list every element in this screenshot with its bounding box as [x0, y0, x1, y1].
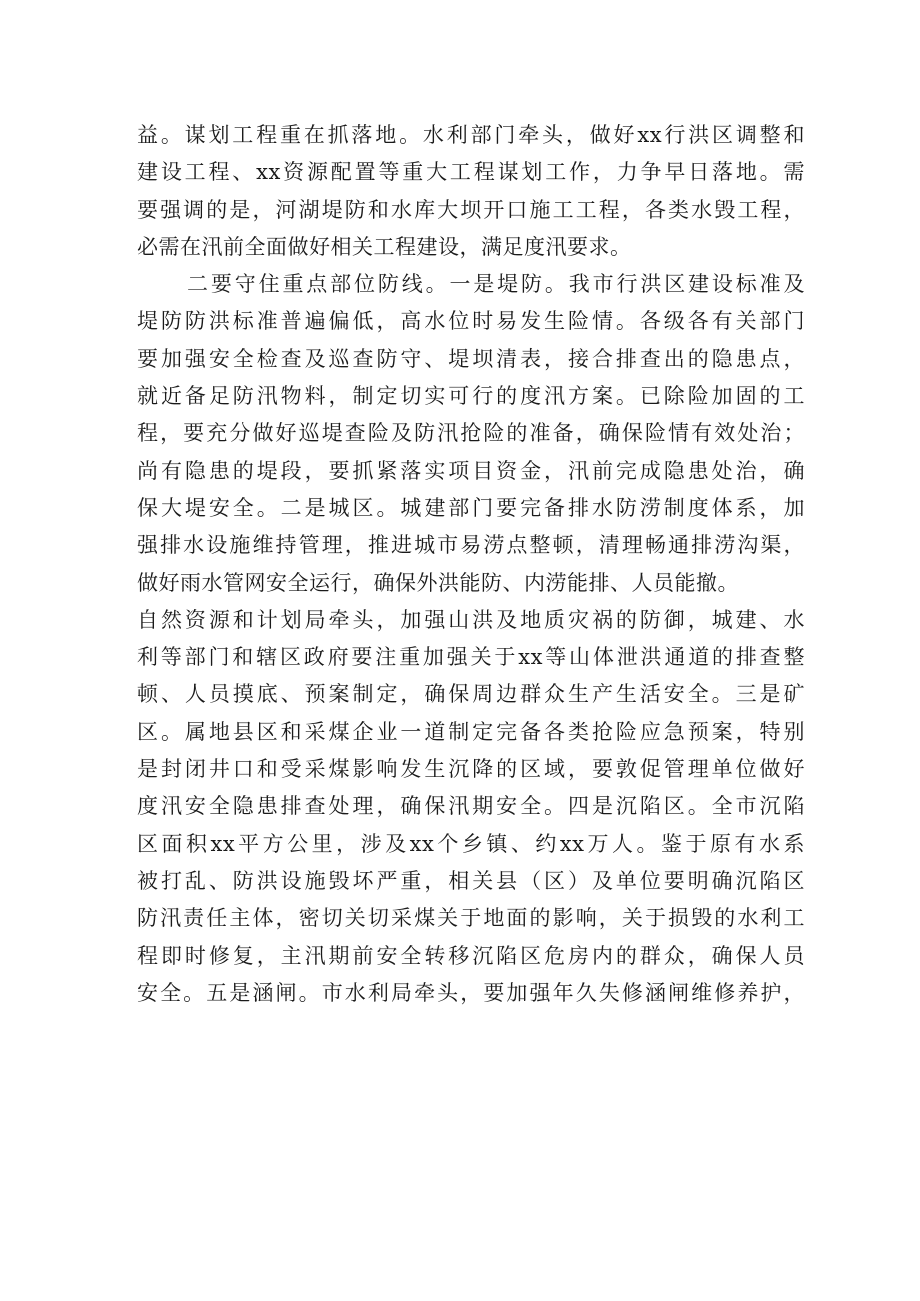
- text-line: 要强调的是，河湖堤防和水库大坝开口施工工程，各类水毁工程，: [137, 197, 805, 222]
- text-line: 程即时修复，主汛期前安全转移沉陷区危房内的群众，确保人员: [137, 943, 805, 968]
- text-line: 利等部门和辖区政府要注重加强关于xx等山体泄洪通道的排查整: [137, 645, 805, 670]
- text-line: 建设工程、xx资源配置等重大工程谋划工作，力争早日落地。需: [137, 160, 805, 185]
- text-line: 被打乱、防洪设施毁坏严重，相关县（区）及单位要明确沉陷区: [137, 868, 805, 893]
- text-line: 程，要充分做好巡堤查险及防汛抢险的准备，确保险情有效处治；: [137, 421, 805, 446]
- text-line: 做好雨水管网安全运行，确保外洪能防、内涝能排、人员能撤。: [137, 570, 739, 595]
- text-line: 度汛安全隐患排查处理，确保汛期安全。四是沉陷区。全市沉陷: [137, 794, 805, 819]
- text-line: 益。谋划工程重在抓落地。水利部门牵头，做好xx行洪区调整和: [137, 123, 805, 147]
- body-text: [137, 117, 805, 1012]
- text-line: 强排水设施维持管理，推进城市易涝点整顿，清理畅通排涝沟渠，: [137, 533, 805, 558]
- text-line: 顿、人员摸底、预案制定，确保周边群众生产生活安全。三是矿: [137, 682, 805, 707]
- text-line: 保大堤安全。二是城区。城建部门要完备排水防涝制度体系，加: [137, 495, 805, 520]
- text-line: 防汛责任主体，密切关切采煤关于地面的影响，关于损毁的水利工: [137, 906, 805, 931]
- text-line: 要加强安全检查及巡查防守、堤坝清表，接合排查出的隐患点，: [137, 346, 805, 371]
- text-line: 安全。五是涵闸。市水利局牵头，要加强年久失修涵闸维修养护，: [137, 980, 805, 1005]
- text-line: 尚有隐患的堤段，要抓紧落实项目资金，汛前完成隐患处治，确: [137, 458, 805, 483]
- text-line: 是封闭井口和受采煤影响发生沉降的区域，要敦促管理单位做好: [137, 757, 805, 782]
- text-line: 必需在汛前全面做好相关工程建设，满足度汛要求。: [137, 234, 632, 259]
- text-line: 区面积xx平方公里，涉及xx个乡镇、约xx万人。鉴于原有水系: [137, 831, 805, 856]
- text-line: 就近备足防汛物料，制定切实可行的度汛方案。已除险加固的工: [137, 384, 805, 409]
- text-line: 堤防防洪标准普遍偏低，高水位时易发生险情。各级各有关部门: [137, 309, 805, 334]
- text-line: 二要守住重点部位防线。一是堤防。我市行洪区建设标准及: [187, 272, 805, 297]
- text-line: 区。属地县区和采煤企业一道制定完备各类抢险应急预案，特别: [137, 719, 805, 744]
- text-line: 自然资源和计划局牵头，加强山洪及地质灾祸的防御，城建、水: [137, 607, 805, 632]
